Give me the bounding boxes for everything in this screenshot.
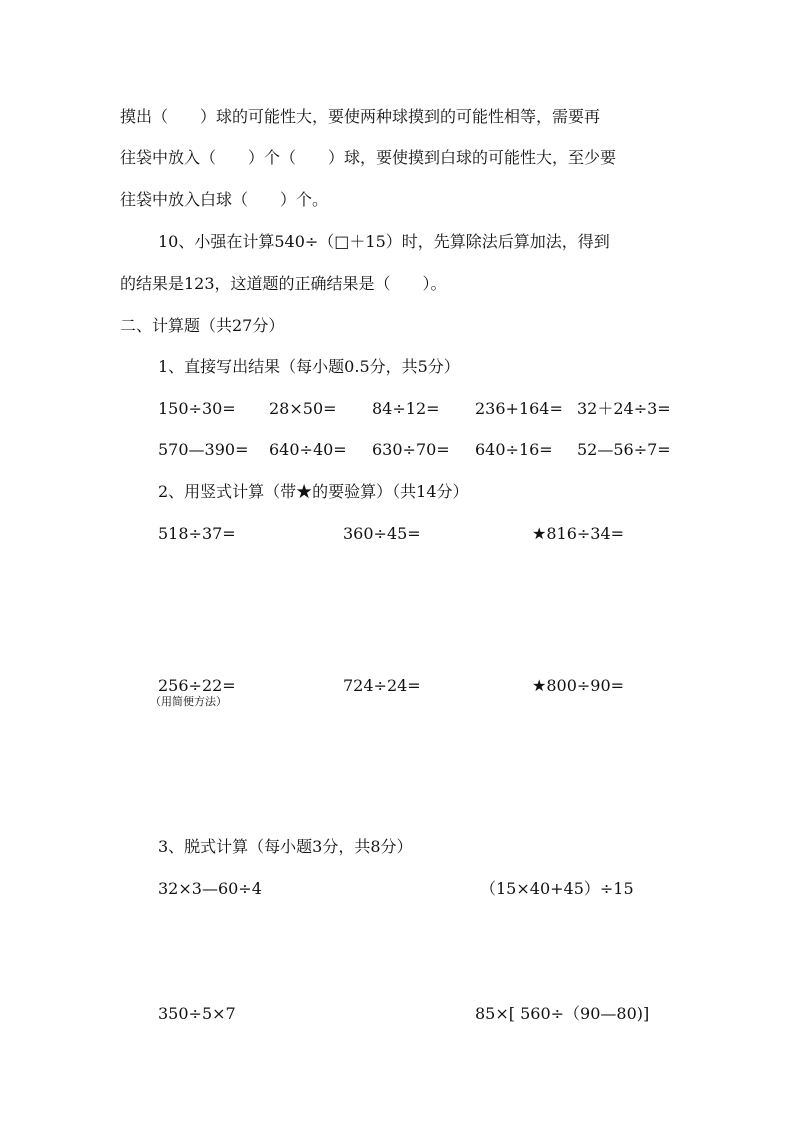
q10-line-2: 的结果是123，这道题的正确结果是（ ）。 <box>120 274 447 293</box>
section2-title: 二、计算题（共27分） <box>120 316 285 335</box>
vertical-calc-r1-c1: 518÷37= <box>158 524 236 543</box>
q9-line-1: 摸出（ ）球的可能性大，要使两种球摸到的可能性相等，需要再 <box>120 107 601 126</box>
step-calc-4: 85×[ 560÷（90—80)] <box>475 1004 650 1023</box>
oral-calc-r1-c4: 236+164= <box>475 399 563 418</box>
vertical-calc-r2-c2: 724÷24= <box>343 676 421 695</box>
oral-calc-r2-c4: 640÷16= <box>475 440 553 459</box>
part1-title: 1、直接写出结果（每小题0.5分，共5分） <box>158 357 460 376</box>
step-calc-3: 350÷5×7 <box>158 1004 236 1023</box>
oral-calc-r1-c3: 84÷12= <box>372 399 440 418</box>
step-calc-2: （15×40+45）÷15 <box>480 879 634 898</box>
part3-title: 3、脱式计算（每小题3分，共8分） <box>158 837 413 856</box>
oral-calc-r1-c1: 150÷30= <box>158 399 236 418</box>
q9-line-2: 往袋中放入（ ）个（ ）球，要使摸到白球的可能性大，至少要 <box>120 148 617 167</box>
oral-calc-r1-c5: 32＋24÷3= <box>577 399 671 418</box>
simplified-method-note: （用简便方法） <box>150 695 227 708</box>
q9-line-3: 往袋中放入白球（ ）个。 <box>120 190 329 209</box>
part2-title: 2、用竖式计算（带★的要验算）（共14分） <box>158 482 469 501</box>
step-calc-1: 32×3—60÷4 <box>158 879 262 898</box>
oral-calc-r2-c5: 52—56÷7= <box>577 440 671 459</box>
oral-calc-r2-c1: 570—390= <box>158 440 249 459</box>
oral-calc-r1-c2: 28×50= <box>269 399 337 418</box>
vertical-calc-r2-c3: ★800÷90= <box>532 676 625 695</box>
q10-line-1: 10、小强在计算540÷（□＋15）时，先算除法后算加法，得到 <box>158 232 610 251</box>
oral-calc-r2-c2: 640÷40= <box>269 440 347 459</box>
vertical-calc-r1-c2: 360÷45= <box>343 524 421 543</box>
oral-calc-r2-c3: 630÷70= <box>372 440 450 459</box>
vertical-calc-r2-c1: 256÷22= <box>158 676 236 695</box>
vertical-calc-r1-c3: ★816÷34= <box>532 524 625 543</box>
